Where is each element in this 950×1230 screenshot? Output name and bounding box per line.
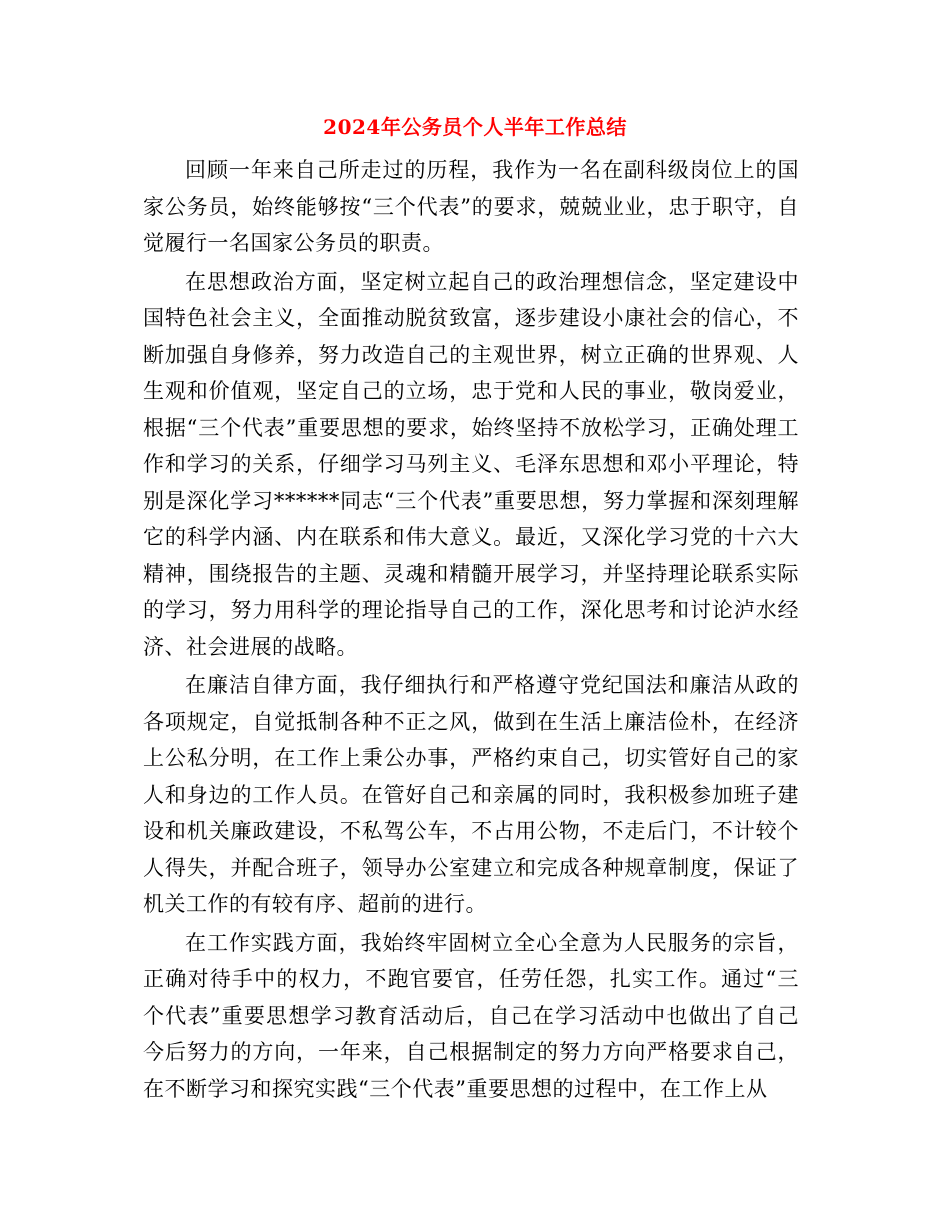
document-body — [143, 152, 799, 1109]
paragraph-review: 回顾一年来自己所走过的历程，我作为一名在副科级岗位上的国家公务员，始终能够按“三个代表”的要求，兢兢业业，忠于职守，自觉履行一名国家公务员的职责。 — [143, 158, 799, 255]
paragraph-work-practice: 在工作实践方面，我始终牢固树立全心全意为人民服务的宗旨，正确对待手中的权力，不跑官要官，任劳任怨，扎实工作。通过“三个代表”重要思想学习教育活动后，自己在学习活动中也做出了自己今后努力的方向，一年来，自己根据制定的努力方向严格要求自己，在不断学习和探究实践“三个代表”重要思想的过程中，在工作上从 — [143, 930, 799, 1101]
paragraph-integrity: 在廉洁自律方面，我仔细执行和严格遵守党纪国法和廉洁从政的各项规定，自觉抵制各种不正之风，做到在生活上廉洁俭朴，在经济上公私分明，在工作上秉公办事，严格约束自己，切实管好自己的家人和身边的工作人员。在管好自己和亲属的同时，我积极参加班子建设和机关廉政建设，不私驾公车，不占用公物，不走后门，不计较个人得失，并配合班子，领导办公室建立和完成各种规章制度，保证了机关工作的有较有序、超前的进行。 — [143, 673, 799, 916]
paragraph-political-thought: 在思想政治方面，坚定树立起自己的政治理想信念，坚定建设中国特色社会主义，全面推动脱贫致富，逐步建设小康社会的信心，不断加强自身修养，努力改造自己的主观世界，树立正确的世界观、人生观和价值观，坚定自己的立场，忠于党和人民的事业，敬岗爱业，根据“三个代表”重要思想的要求，始终坚持不放松学习，正确处理工作和学习的关系，仔细学习马列主义、毛泽东思想和邓小平理论，特别是深化学习******同志“三个代表”重要思想，努力掌握和深刻理解它的科学内涵、内在联系和伟大意义。最近，又深化学习党的十六大精神，围绕报告的主题、灵魂和精髓开展学习，并坚持理论联系实际的学习，努力用科学的理论指导自己的工作，深化思考和讨论泸水经济、社会进展的战略。 — [143, 269, 799, 659]
document-title: 2024年公务员个人半年工作总结 — [323, 115, 627, 139]
